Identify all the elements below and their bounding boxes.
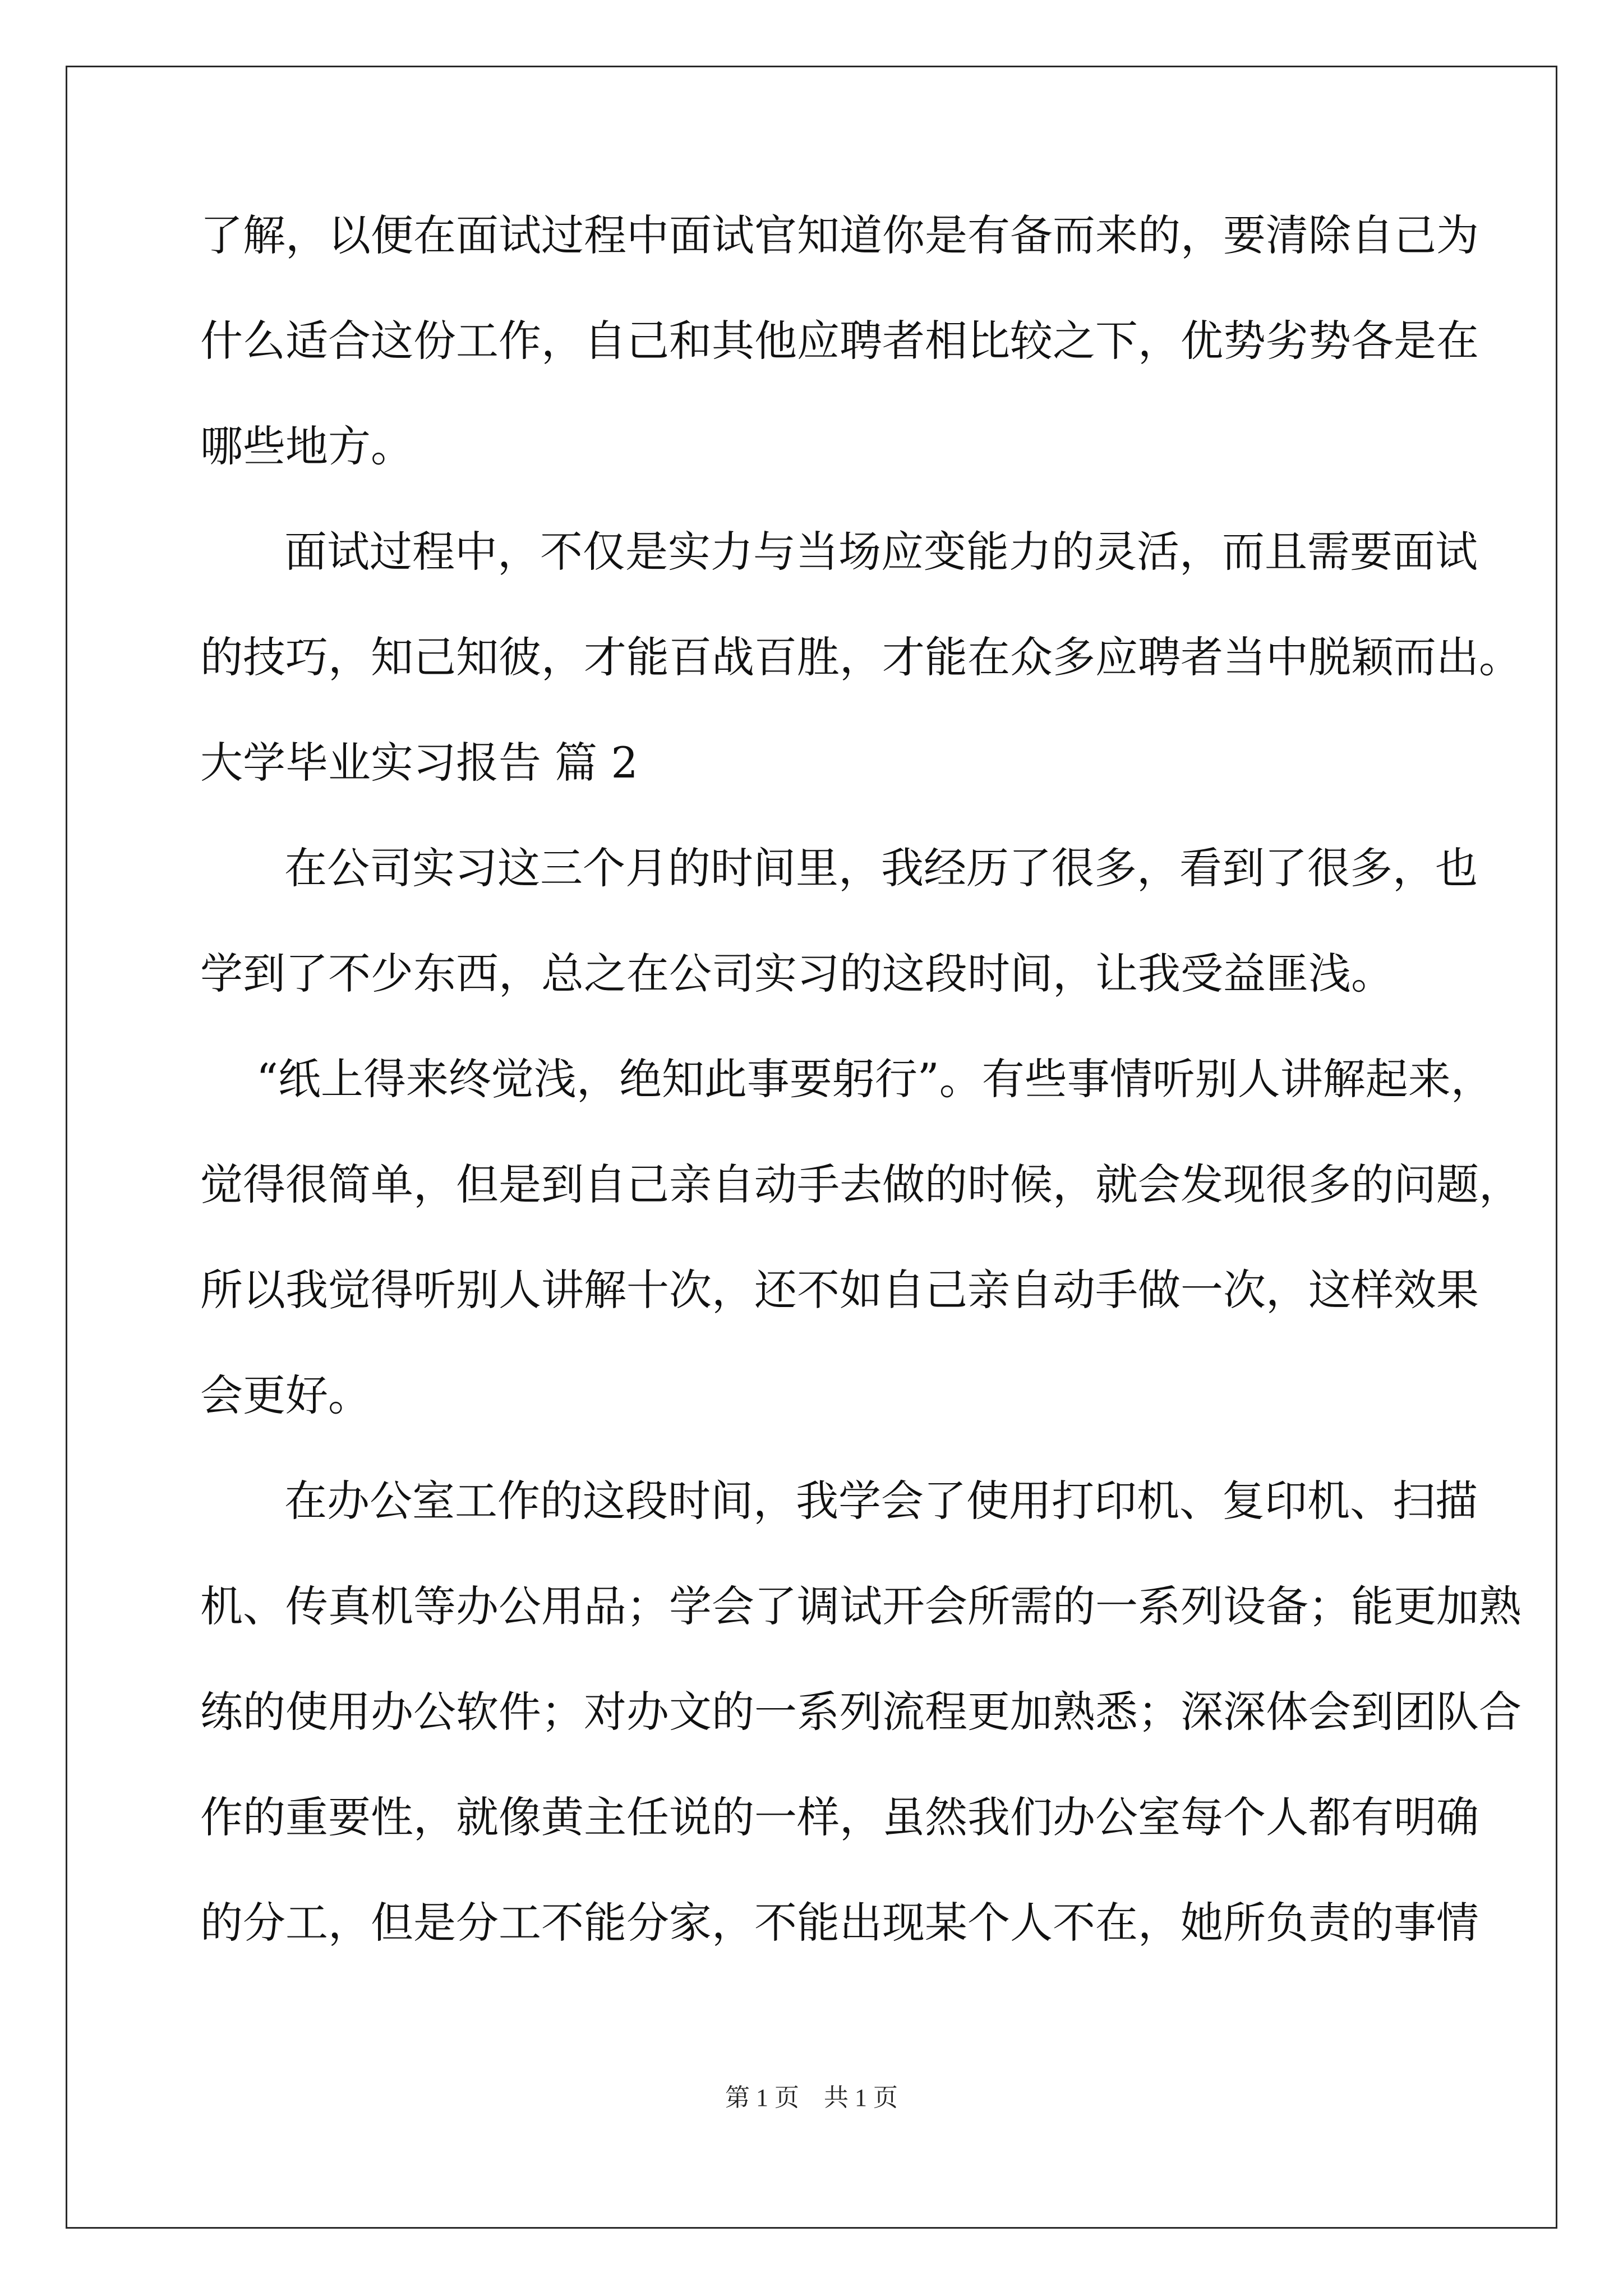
paragraph-start-line: “纸上得来终觉浅，绝知此事要躬行”。有些事情听别人讲解起来，	[256, 1054, 1493, 1104]
paragraph-start-line: 在办公室工作的这段时间，我学会了使用打印机、复印机、扫描	[284, 1476, 1478, 1526]
text-line: 的技巧，知己知彼，才能百战百胜，才能在众多应聘者当中脱颖而出。	[200, 632, 1521, 682]
paragraph-start-line: 在公司实习这三个月的时间里，我经历了很多，看到了很多，也	[284, 843, 1478, 893]
text-line: 学到了不少东西，总之在公司实习的这段时间，让我受益匪浅。	[200, 949, 1394, 999]
text-line: 的分工，但是分工不能分家，不能出现某个人不在，她所负责的事情	[200, 1898, 1479, 1948]
text-line: 作的重要性，就像黄主任说的一样，虽然我们办公室每个人都有明确	[200, 1792, 1479, 1842]
text-line: 哪些地方。	[200, 421, 413, 471]
text-line: 会更好。	[200, 1370, 371, 1420]
section-heading: 大学毕业实习报告 篇 2	[200, 738, 638, 788]
text-line: 所以我觉得听别人讲解十次，还不如自己亲自动手做一次，这样效果	[200, 1265, 1479, 1315]
text-line: 什么适合这份工作，自己和其他应聘者相比较之下，优势劣势各是在	[200, 316, 1479, 366]
text-line: 觉得很简单，但是到自己亲自动手去做的时候，就会发现很多的问题，	[200, 1159, 1521, 1209]
paragraph-start-line: 面试过程中，不仅是实力与当场应变能力的灵活，而且需要面试	[284, 527, 1478, 577]
page-footer: 第 1 页 共 1 页	[725, 2084, 898, 2111]
text-line: 练的使用办公软件；对办文的一系列流程更加熟悉；深深体会到团队合	[200, 1687, 1521, 1737]
text-line: 了解，以便在面试过程中面试官知道你是有备而来的，要清除自己为	[200, 210, 1479, 260]
text-line: 机、传真机等办公用品；学会了调试开会所需的一系列设备；能更加熟	[200, 1581, 1521, 1631]
